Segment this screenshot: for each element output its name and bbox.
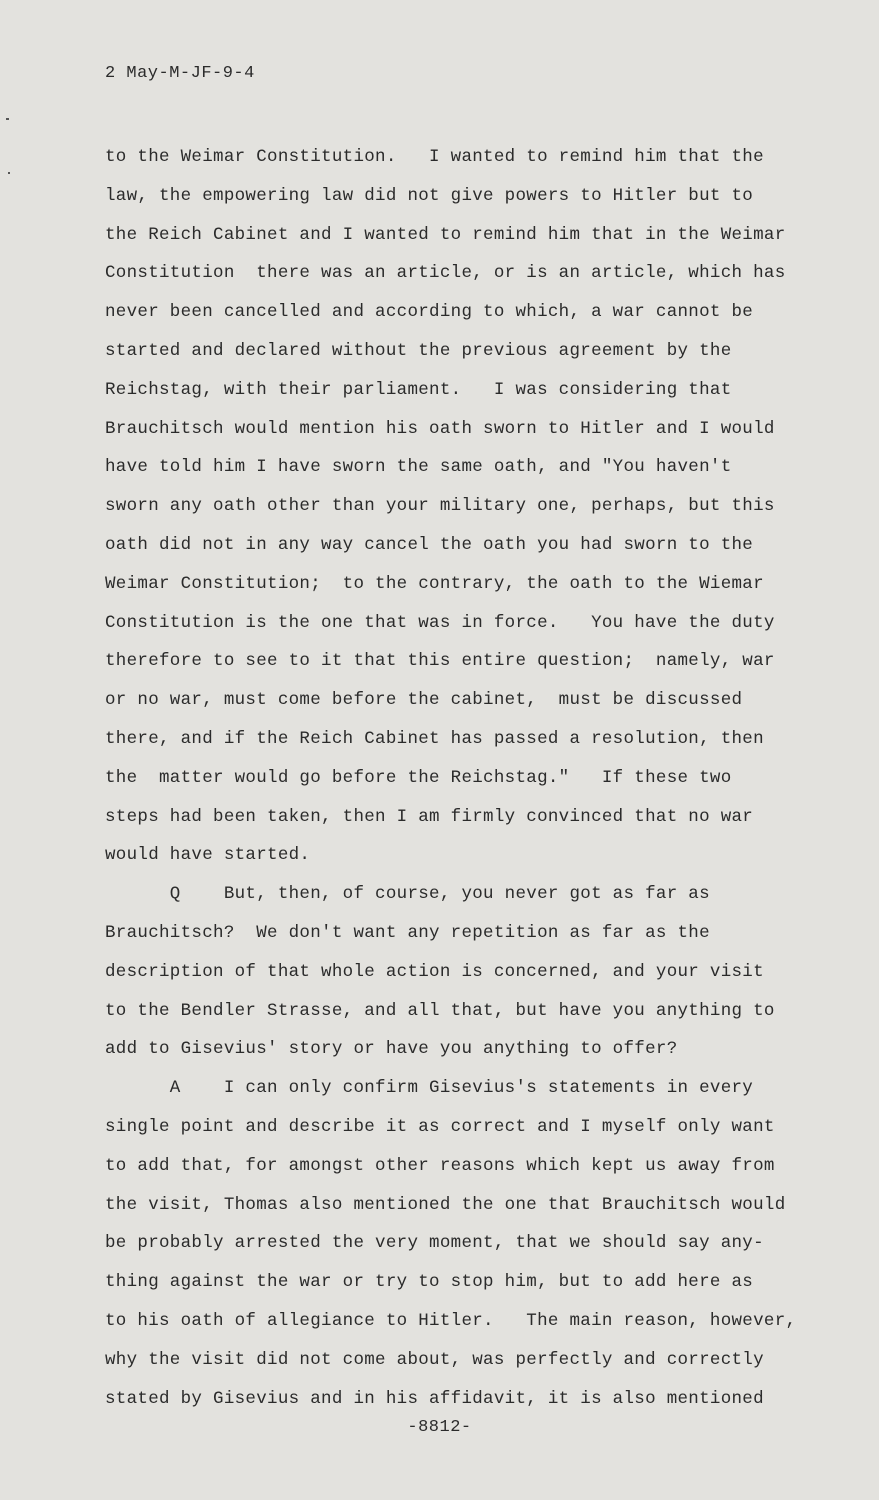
- text-line: thing against the war or try to stop him, but to add here as: [105, 1272, 754, 1293]
- text-line: would have started.: [105, 845, 311, 866]
- text-line: never been cancelled and according to which, a war cannot be: [105, 302, 754, 323]
- text-line: Brauchitsch would mention his oath sworn to Hitler and I would: [105, 418, 775, 439]
- page-header: 2 May-M-JF-9-4: [105, 64, 255, 83]
- text-line: Constitution there was an article, or is an article, which has: [105, 263, 786, 284]
- text-line: have told him I have sworn the same oath, and "You haven't: [105, 457, 732, 478]
- text-line: A I can only confirm Gisevius's statements in every: [105, 1078, 754, 1099]
- text-line: single point and describe it as correct and I myself only want: [105, 1116, 775, 1137]
- text-line: started and declared without the previous agreement by the: [105, 340, 732, 361]
- text-line: to the Bendler Strasse, and all that, but have you anything to: [105, 1000, 775, 1021]
- text-line: steps had been taken, then I am firmly convinced that no war: [105, 806, 754, 827]
- text-line: stated by Gisevius and in his affidavit, it is also mentioned: [105, 1388, 764, 1409]
- text-line: add to Gisevius' story or have you anything to offer?: [105, 1039, 678, 1060]
- transcript-body: [105, 138, 835, 1418]
- text-line: sworn any oath other than your military one, perhaps, but this: [105, 496, 775, 517]
- text-line: there, and if the Reich Cabinet has passed a resolution, then: [105, 728, 764, 749]
- text-line: to add that, for amongst other reasons which kept us away from: [105, 1155, 775, 1176]
- text-line: be probably arrested the very moment, that we should say any-: [105, 1233, 764, 1254]
- text-line: to the Weimar Constitution. I wanted to remind him that the: [105, 147, 764, 167]
- text-line: Constitution is the one that was in force. You have the duty: [105, 612, 775, 633]
- margin-speck: [6, 118, 9, 120]
- text-line: oath did not in any way cancel the oath you had sworn to the: [105, 534, 754, 555]
- text-line: law, the empowering law did not give powers to Hitler but to: [105, 185, 754, 206]
- text-line: therefore to see to it that this entire question; namely, war: [105, 651, 775, 672]
- text-line: the Reich Cabinet and I wanted to remind him that in the Weimar: [105, 224, 786, 245]
- text-line: the matter would go before the Reichstag." If these two: [105, 767, 732, 788]
- page-number: -8812-: [407, 1418, 472, 1437]
- text-line: Weimar Constitution; to the contrary, the oath to the Wiemar: [105, 573, 764, 594]
- text-line: Q But, then, of course, you never got as far as: [105, 884, 710, 905]
- margin-speck: [8, 172, 10, 174]
- text-line: the visit, Thomas also mentioned the one that Brauchitsch would: [105, 1194, 786, 1215]
- text-line: Brauchitsch? We don't want any repetition as far as the: [105, 922, 710, 943]
- text-line: or no war, must come before the cabinet, must be discussed: [105, 690, 743, 711]
- text-line: description of that whole action is concerned, and your visit: [105, 961, 764, 982]
- text-line: to his oath of allegiance to Hitler. The main reason, however,: [105, 1310, 797, 1331]
- text-line: Reichstag, with their parliament. I was considering that: [105, 379, 732, 400]
- text-line: why the visit did not come about, was perfectly and correctly: [105, 1349, 764, 1370]
